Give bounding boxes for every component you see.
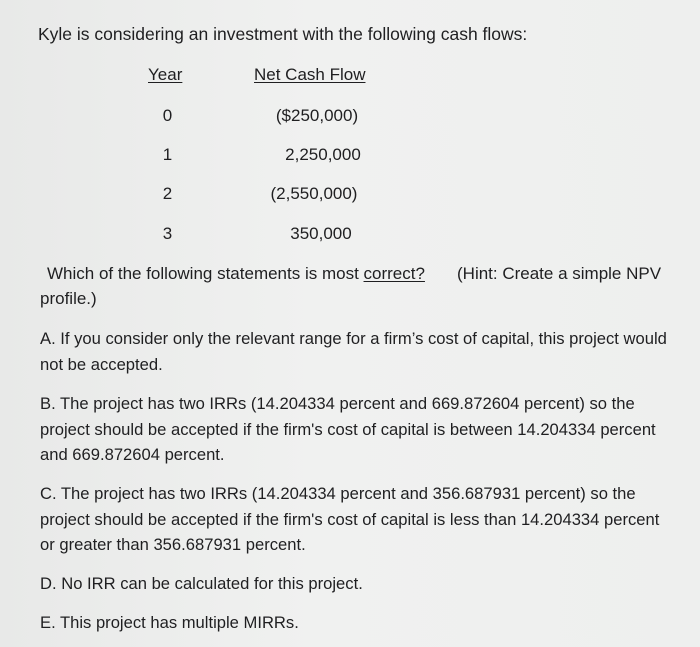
year-header: Year bbox=[148, 65, 183, 84]
option-b: B. The project has two IRRs (14.204334 percent and 669.872604 percent) so the project should be accepted if the firm's cost of capital is between 14.204334 percent and 669.872604 percent. bbox=[40, 394, 656, 464]
hint-continuation: profile.) bbox=[40, 289, 97, 308]
question-emphasis: correct? bbox=[363, 264, 425, 283]
hint-text: (Hint: Create a simple NPV bbox=[457, 264, 662, 283]
year-cell: 0 bbox=[162, 106, 173, 125]
year-cell: 1 bbox=[162, 145, 173, 164]
cash-flow-cell: ($250,000) bbox=[275, 106, 359, 125]
cash-flow-cell: (2,550,000) bbox=[270, 184, 358, 203]
intro-text: Kyle is considering an investment with the following cash flows: bbox=[38, 24, 528, 44]
question-text bbox=[47, 265, 425, 282]
option-e: E. This project has multiple MIRRs. bbox=[40, 613, 299, 632]
question-lead: Which of the following statements is most bbox=[47, 264, 364, 283]
option-d: D. No IRR can be calculated for this project. bbox=[40, 574, 363, 593]
year-cell: 3 bbox=[162, 224, 173, 243]
year-cell: 2 bbox=[162, 184, 173, 203]
net-cash-flow-header: Net Cash Flow bbox=[254, 65, 366, 84]
option-a: A. If you consider only the relevant range for a firm’s cost of capital, this project would not be accepted. bbox=[40, 329, 667, 374]
cash-flow-cell: 2,250,000 bbox=[285, 145, 361, 164]
option-c: C. The project has two IRRs (14.204334 percent and 356.687931 percent) so the project should be accepted if the firm's cost of capital is less than 14.204334 percent or greater than 356.687931 percent. bbox=[40, 484, 660, 554]
cash-flow-cell: 350,000 bbox=[290, 224, 352, 243]
